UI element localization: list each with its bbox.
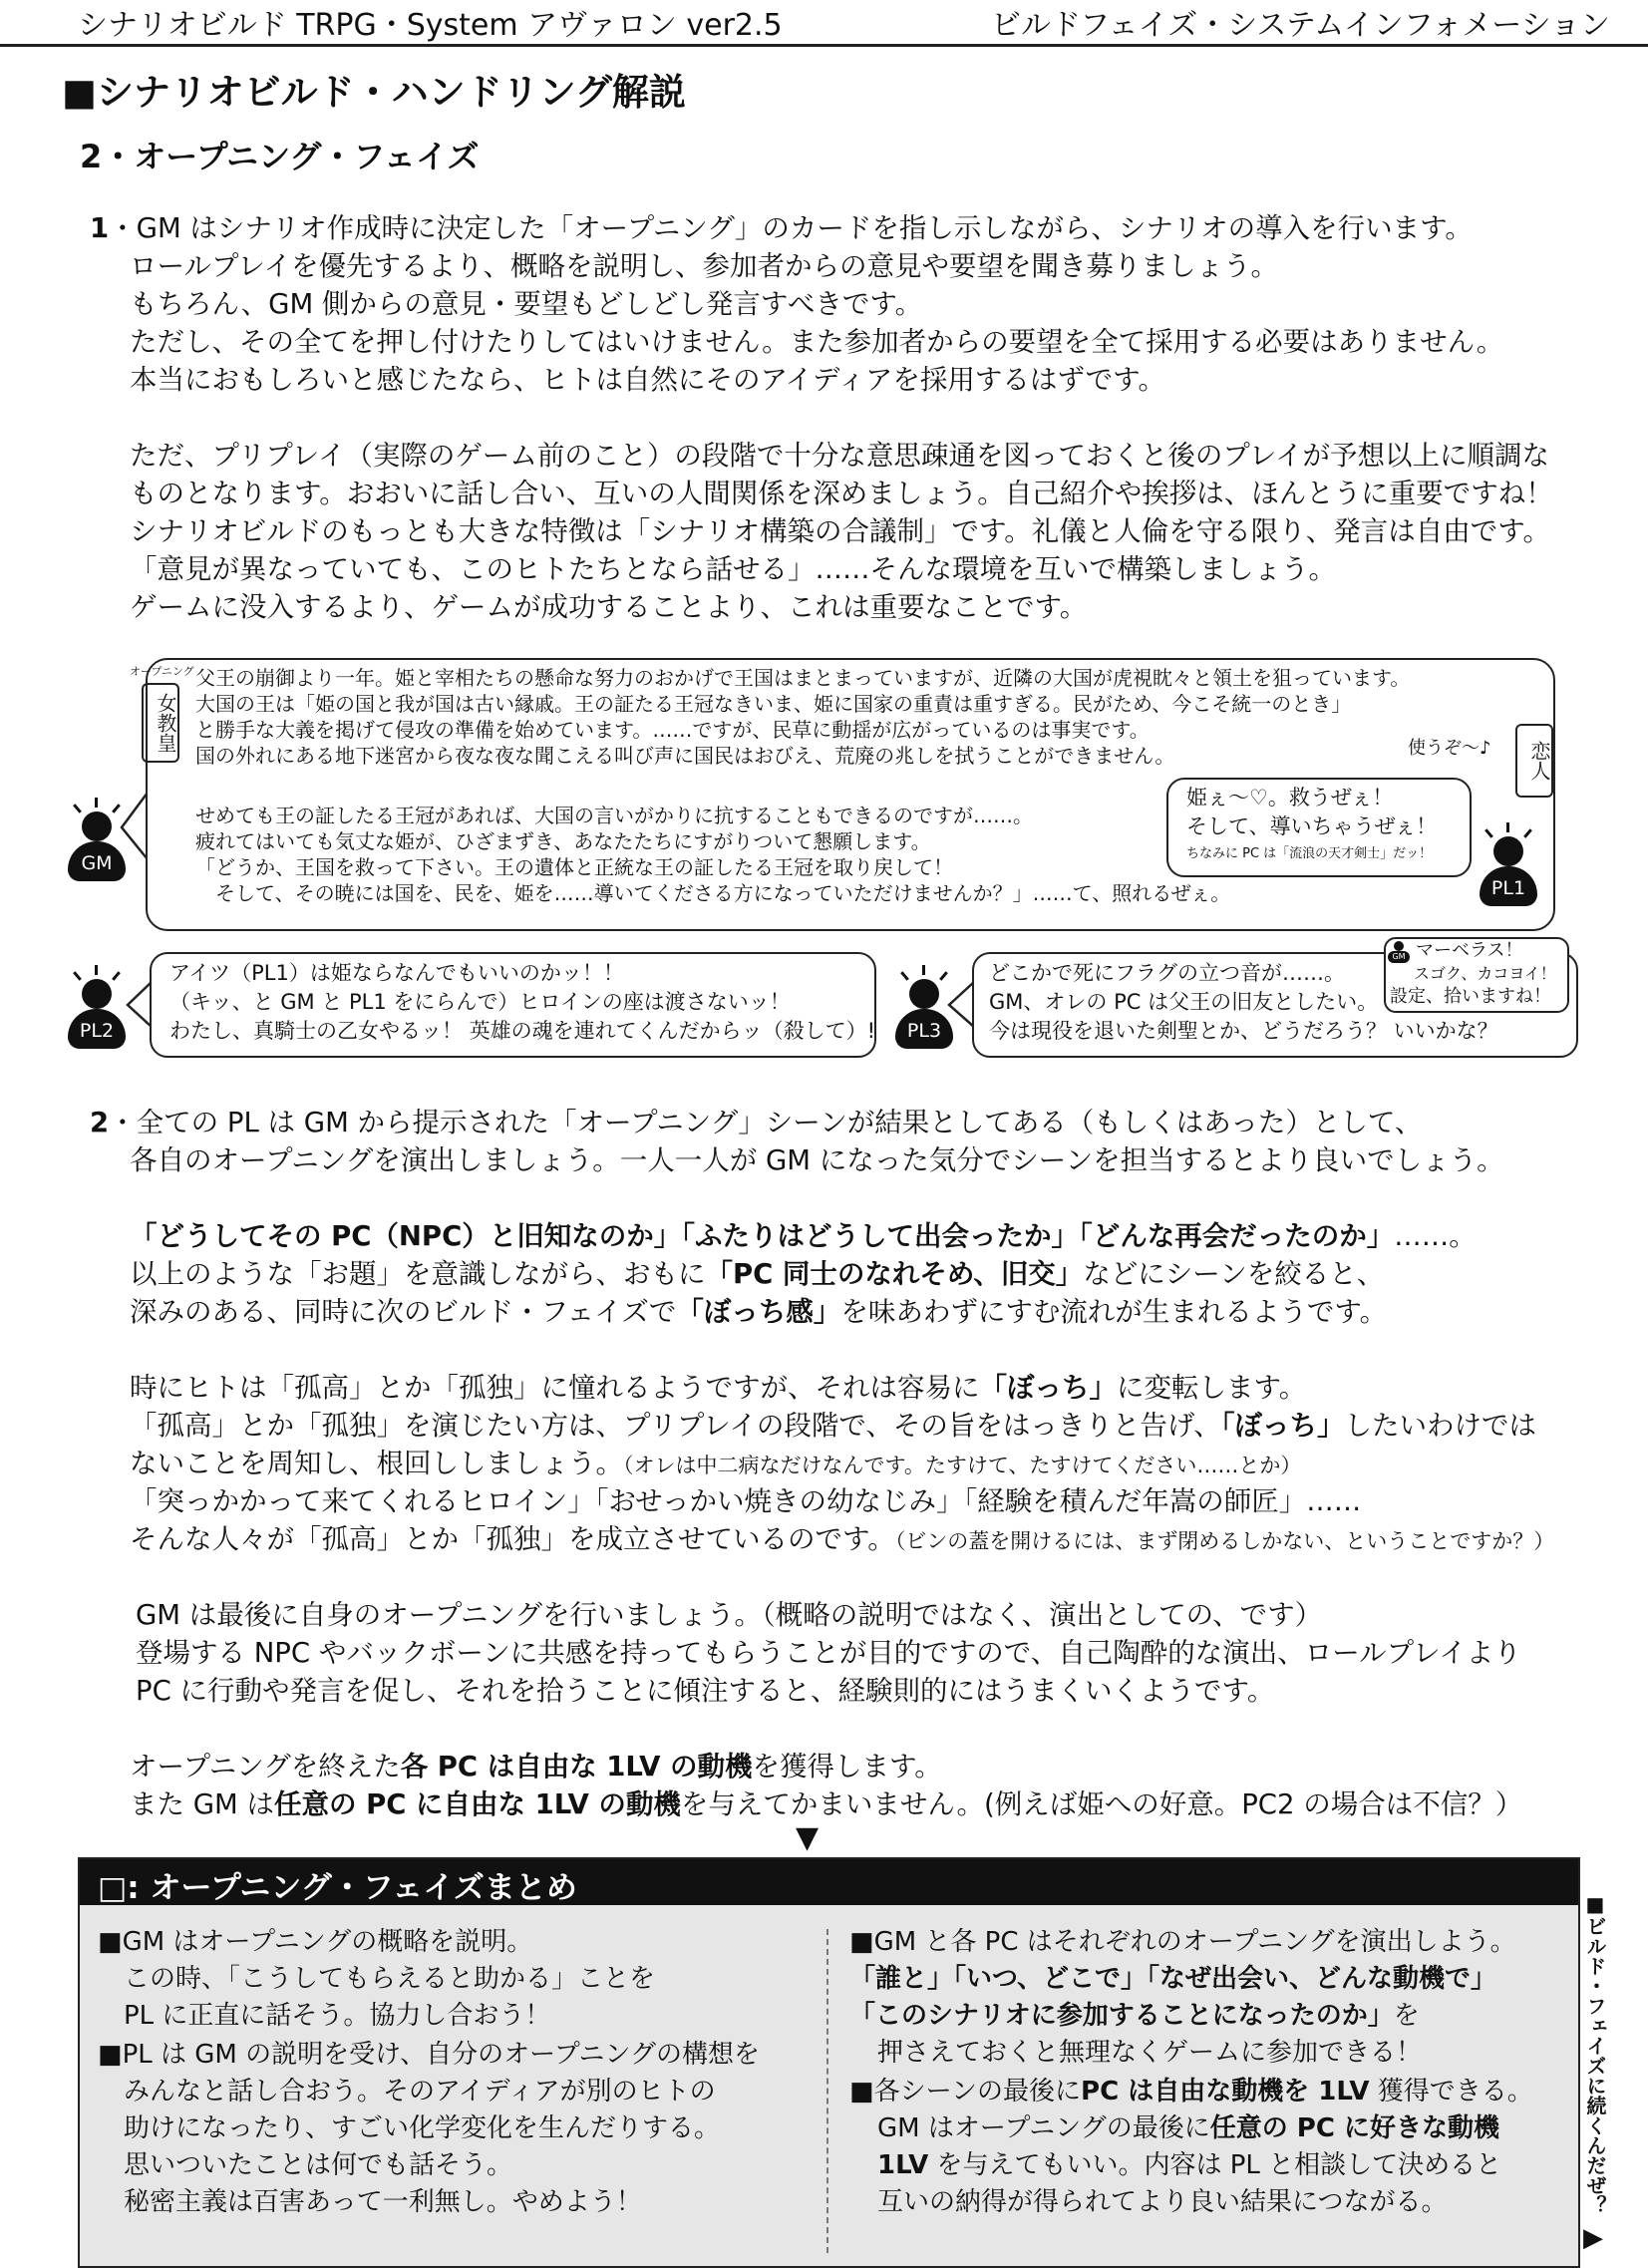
pl1-avatar — [1474, 822, 1543, 912]
gm-reply-line-2: スゴク、カコヨイ！ — [1414, 964, 1556, 983]
step1-line-3: もちろん、GM 側からの意見・要望もどしどし発言すべきです。 — [130, 288, 923, 320]
pl3-avatar — [889, 965, 959, 1055]
gm-reply-line-3: 設定、拾いますね！ — [1390, 986, 1551, 1007]
step2-line-1: 2・全ての PL は GM から提示された「オープニング」シーンが結果としてある（もしくはあった）として、 — [90, 1107, 1423, 1138]
step2-line-6: 時にヒトは「孤高」とか「孤独」に憧れるようですが、それは容易に「ぼっち」に変転します。 — [130, 1372, 1307, 1404]
summary-left-line-3: PL に正直に話そう。協力し合おう！ — [98, 2001, 551, 2031]
summary-left-line-7: 思いついたことは何でも話そう。 — [98, 2150, 513, 2180]
step1-para2-line-1: ただ、プリプレイ（実際のゲーム前のこと）の段階で十分な意思疎通を図っておくと後のプレイが予想以上に順調な — [130, 440, 1549, 472]
summary-right-line-3: 「このシナリオに参加することになったのか」を — [849, 2001, 1420, 2031]
pl2-avatar — [62, 965, 132, 1055]
pl3-line-2: GM、オレの PC は父王の旧友としたい。 — [989, 990, 1379, 1014]
summary-left-line-2: この時、「こうしてもらえると助かる」ことを — [98, 1964, 656, 1994]
speech-bubble-tails — [0, 0, 1648, 1097]
side-note-text: ■ビルド・フェイズに続くんだぜ？ — [1583, 1892, 1607, 2215]
pl1-note: ちなみに PC は「流浪の天才剣士」だッ！ — [1186, 846, 1433, 861]
step1-para2-line-2: ものとなります。おおいに話し合い、互いの人間関係を深めましょう。自己紹介や挨拶は、ほんとうに重要ですね！ — [130, 478, 1553, 509]
gm-reply-line-1: マーベラス！ — [1416, 940, 1523, 961]
pl3-label: PL3 — [906, 1020, 942, 1042]
step1-line-1: 1・GM はシナリオ作成時に決定した「オープニング」のカードを指し示しながら、シナリオの導入を行います。 — [90, 212, 1473, 244]
pl2-label: PL2 — [79, 1020, 115, 1042]
gm-avatar — [62, 798, 132, 887]
summary-left-line-6: 助けになったり、すごい化学変化を生んだりする。 — [98, 2113, 721, 2143]
step2-line-9: 「突っかかって来てくれるヒロイン」「おせっかい焼きの幼なじみ」「経験を積んだ年嵩の師匠」…… — [130, 1485, 1362, 1517]
gm-line-2: 大国の王は「姫の国と我が国は古い縁戚。王の証たる王冠なきいま、姫に国家の重責は重すぎる。民がため、今こそ統一のとき」 — [195, 692, 1352, 716]
summary-right-line-8: 互いの納得が得られてより良い結果につながる。 — [877, 2187, 1448, 2217]
gm-line-3: と勝手な大義を掲げて侵攻の準備を始めています。……ですが、民草に動揺が広がっているのは事実です。 — [195, 718, 1150, 742]
next-page-arrow-icon: ▶ — [1583, 2223, 1603, 2253]
gm-mini-avatar-icon: GM — [1388, 939, 1410, 961]
gm-line-1: 父王の崩御より一年。姫と宰相たちの懸命な努力のおかげで王国はまとまっていますが、近隣の大国が虎視眈々と領土を狙っています。 — [195, 666, 1411, 690]
gm-opening-card — [130, 663, 194, 763]
header-left-title: シナリオビルド TRPG・System アヴァロン ver2.5 — [78, 8, 783, 43]
card-tag: オープニング — [130, 665, 194, 678]
pl1-aside: 使うぞ〜♪ — [1408, 738, 1491, 759]
gm-label: GM — [81, 852, 113, 874]
step1-number: 1 — [90, 212, 110, 244]
summary-left-line-4: ■PL は GM の説明を受け、自分のオープニングの構想を — [98, 2040, 760, 2070]
pl1-card: 恋人 — [1515, 724, 1553, 798]
summary-title: □: オープニング・フェイズまとめ — [98, 1870, 577, 1906]
gm-line-7: 「どうか、王国を救って下さい。王の遺体と正統な王の証したる王冠を取り戻して！ — [195, 855, 953, 879]
step1-para2-line-3: シナリオビルドのもっとも大きな特徴は「シナリオ構築の合議制」です。礼儀と人倫を守る限り、発言は自由です。 — [130, 515, 1551, 547]
step2-line-4: 以上のような「お題」を意識しながら、おもに「PC 同士のなれそめ、旧交」などにシーンを絞ると、 — [130, 1258, 1385, 1290]
gm-line-4: 国の外れにある地下迷宮から夜な夜な聞こえる叫び声に国民はおびえ、荒廃の兆しを拭うことができません。 — [195, 744, 1175, 768]
pl2-line-2: （キッ、と GM と PL1 をにらんで）ヒロインの座は渡さないッ！ — [169, 990, 791, 1014]
summary-left-line-1: ■GM はオープニングの概略を説明。 — [98, 1927, 533, 1957]
pl2-line-1: アイツ（PL1）は姫ならなんでもいいのかッ！！ — [169, 961, 624, 985]
gm-line-6: 疲れてはいても気丈な姫が、ひざまずき、あなたたちにすがりついて懇願します。 — [195, 829, 931, 853]
section-heading: 2・オープニング・フェイズ — [80, 138, 480, 175]
step2-line-11: GM は最後に自身のオープニングを行いましょう。（概略の説明ではなく、演出としての、です） — [136, 1599, 1323, 1631]
side-note — [1577, 1864, 1613, 2243]
step2-line-5: 深みのある、同時に次のビルド・フェイズで「ぼっち感」を味あわずにすむ流れが生まれるようです。 — [130, 1296, 1388, 1328]
summary-left-line-5: みんなと話し合おう。そのアイディアが別のヒトの — [98, 2077, 716, 2106]
step1-para2-line-5: ゲームに没入するより、ゲームが成功することより、これは重要なことです。 — [130, 591, 1088, 623]
summary-right-line-1: ■GM と各 PC はそれぞれのオープニングを演出しよう。 — [849, 1927, 1516, 1957]
step2-line-2: 各自のオープニングを演出しましょう。一人一人が GM になった気分でシーンを担当するとより良いでしょう。 — [130, 1144, 1504, 1176]
gm-line-5: せめても王の証したる王冠があれば、大国の言いがかりに抗することもできるのですが……。 — [195, 804, 1033, 827]
step2-line-12: 登場する NPC やバックボーンに共感を持ってもらうことが目的ですので、自己陶酔的な演出、ロールプレイより — [136, 1637, 1521, 1669]
card-name: 女教皇 — [142, 683, 179, 763]
step2-number: 2 — [90, 1107, 110, 1138]
down-arrow-icon: ▼ — [796, 1820, 820, 1855]
summary-right-line-5: ■各シーンの最後にPC は自由な動機を 1LV 獲得できる。 — [849, 2077, 1533, 2106]
step2-line-14: オープニングを終えた各 PC は自由な 1LV の動機を獲得します。 — [130, 1751, 942, 1782]
summary-title-bar — [80, 1859, 1578, 1905]
pl1-line-1: 姫ぇ〜♡。救うぜぇ！ — [1186, 786, 1394, 810]
header-right-title: ビルドフェイズ・システムインフォメーション — [991, 8, 1610, 43]
step2-line-10: そんな人々が「孤高」とか「孤独」を成立させているのです。（ビンの蓋を開けるには、まず閉めるしかない、ということですか？） — [130, 1523, 1555, 1555]
pl3-line-1: どこかで死にフラグの立つ音が……。 — [989, 961, 1345, 985]
step1-line-5: 本当におもしろいと感じたなら、ヒトは自然にそのアイディアを採用するはずです。 — [130, 364, 1165, 396]
pl1-label: PL1 — [1490, 877, 1526, 899]
step1-line-2: ロールプレイを優先するより、概略を説明し、参加者からの意見や要望を聞き募りましょう。 — [130, 250, 1278, 282]
summary-right-line-6: GM はオープニングの最後に任意の PC に好きな動機 — [877, 2113, 1499, 2143]
page-title: ■シナリオビルド・ハンドリング解説 — [62, 71, 686, 114]
summary-right-line-4: 押さえておくと無理なくゲームに参加できる！ — [877, 2038, 1423, 2068]
summary-divider — [826, 1929, 828, 2253]
summary-left-line-8: 秘密主義は百害あって一利無し。やめよう！ — [98, 2187, 642, 2217]
pl1-line-2: そして、導いちゃうぜぇ！ — [1186, 814, 1438, 838]
pl2-line-3: わたし、真騎士の乙女やるッ！ 英雄の魂を連れてくんだからッ（殺して）! — [169, 1019, 876, 1043]
summary-right-line-7: 1LV を与えてもいい。内容は PL と相談して決めると — [877, 2150, 1502, 2180]
step1-line-4: ただし、その全てを押し付けたりしてはいけません。また参加者からの要望を全て採用する必要はありません。 — [130, 326, 1504, 358]
step2-line-3: 「どうしてその PC（NPC）と旧知なのか」「ふたりはどうして出会ったか」「どんな再会だったのか」……。 — [130, 1220, 1477, 1252]
summary-right-line-2: 「誰と」「いつ、どこで」「なぜ出会い、どんな動機で」 — [849, 1964, 1496, 1994]
step2-line-15: また GM は任意の PC に自由な 1LV の動機を与えてかまいません。(例えば姫への好意。PC2 の場合は不信？） — [130, 1788, 1523, 1820]
gm-line-8: そして、その暁には国を、民を、姫を……導いてくださる方になっていただけませんか？」……て、照れるぜぇ。 — [195, 881, 1231, 905]
step2-line-13: PC に行動や発言を促し、それを拾うことに傾注すると、経験則的にはうまくいくようです。 — [136, 1675, 1275, 1707]
step2-line-7: 「孤高」とか「孤独」を演じたい方は、プリプレイの段階で、その旨をはっきりと告げ、「ぼっち」したいわけでは — [130, 1410, 1537, 1442]
pl3-line-3: 今は現役を退いた剣聖とか、どうだろう？ いいかな？ — [989, 1019, 1498, 1043]
step2-line-8: ないことを周知し、根回ししましょう。（オレは中二病なだけなんです。たすけて、たすけてください……とか） — [130, 1448, 1302, 1479]
step1-para2-line-4: 「意見が異なっていても、このヒトたちとなら話せる」……そんな環境を互いで構築しましょう。 — [130, 553, 1336, 585]
